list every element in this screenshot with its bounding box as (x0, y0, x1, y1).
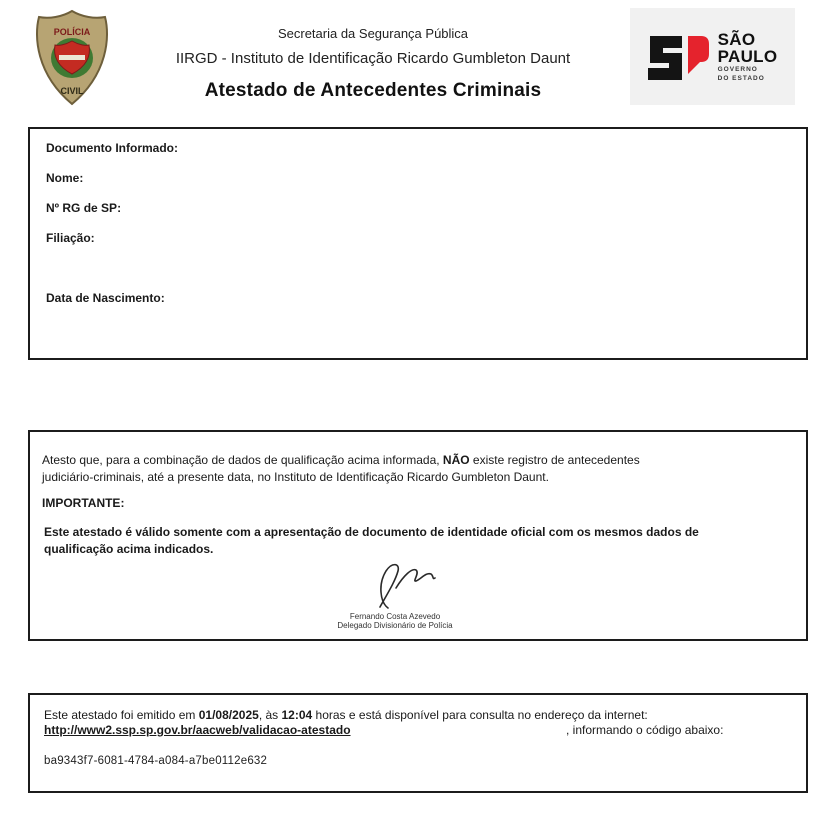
field-label: Documento Informado: (46, 141, 178, 155)
emission-pre: Este atestado foi emitido em (44, 708, 199, 722)
sp-gov-line1: GOVERNO (717, 66, 758, 73)
sp-gov-line2: DO ESTADO (717, 74, 765, 82)
code-instruction: , informando o código abaixo: (566, 723, 724, 737)
sp-state-line1: SÃO (717, 30, 756, 49)
validation-code: ba9343f7-6081-4784-a084-a7be0112e632 (44, 755, 268, 767)
signer-name: Fernando Costa Azevedo (349, 612, 441, 621)
badge-top-label: POLÍCIA (53, 27, 91, 37)
signature-stroke (380, 565, 435, 608)
field-label: Nome: (46, 171, 84, 185)
policia-civil-badge-svg (28, 8, 116, 108)
field-label: Data de Nascimento: (46, 291, 165, 305)
sp-monogram-icon (648, 34, 710, 82)
policia-civil-badge-icon (28, 8, 116, 108)
identification-box (28, 127, 808, 360)
emission-date: 01/08/2025 (198, 708, 259, 722)
sp-state-line2: PAULO (717, 47, 778, 66)
document-header (118, 26, 628, 102)
important-text: Este atestado é válido somente com a apresentação de documento de identidade oficial com os mesmos dados de qualificação acima indicados. (44, 525, 699, 557)
signer-role: Delegado Divisionário de Polícia (337, 621, 453, 631)
statement-post: existe registro de antecedentes judiciário-criminais, até a presente data, no Instituto de Identificação Ricardo Gumbleton Daunt. (42, 453, 640, 485)
validation-url-line (44, 723, 794, 737)
statement-pre: Atesto que, para a combinação de dados de qualificação acima informada, (42, 453, 443, 467)
emission-mid: , às (258, 708, 282, 722)
institute-name: IIRGD - Instituto de Identificação Ricardo Gumbleton Daunt (175, 50, 571, 67)
field-data-nascimento (46, 289, 171, 307)
field-label: Filiação: (46, 231, 95, 245)
field-filiacao (46, 229, 101, 247)
badge-bottom-label: CIVIL (60, 86, 84, 96)
attestation-statement (42, 452, 662, 487)
sp-logo-wordmark (718, 31, 778, 82)
important-label: IMPORTANTE: (42, 496, 125, 510)
signature-image (340, 560, 450, 612)
attestation-box (28, 430, 808, 641)
signature-block (285, 560, 505, 630)
page-title: Atestado de Antecedentes Criminais (204, 80, 542, 101)
field-documento-informado (46, 139, 184, 157)
validation-url-link[interactable]: http://www2.ssp.sp.gov.br/aacweb/validacao-atestado (44, 723, 351, 737)
badge-crest-band (59, 55, 85, 60)
statement-emphasis: NÃO (442, 453, 470, 467)
emission-post: horas e está disponível para consulta no endereço da internet: (312, 708, 648, 722)
validation-box (28, 693, 808, 793)
sao-paulo-government-logo (630, 8, 795, 105)
field-label: Nº RG de SP: (46, 201, 122, 215)
agency-name: Secretaria da Segurança Pública (277, 26, 469, 41)
sp-letter-s (648, 36, 682, 80)
field-rg-sp (46, 199, 127, 217)
field-nome (46, 169, 89, 187)
sp-letter-p-bubble (688, 36, 709, 74)
emission-line (44, 707, 794, 724)
emission-time: 12:04 (281, 708, 313, 722)
